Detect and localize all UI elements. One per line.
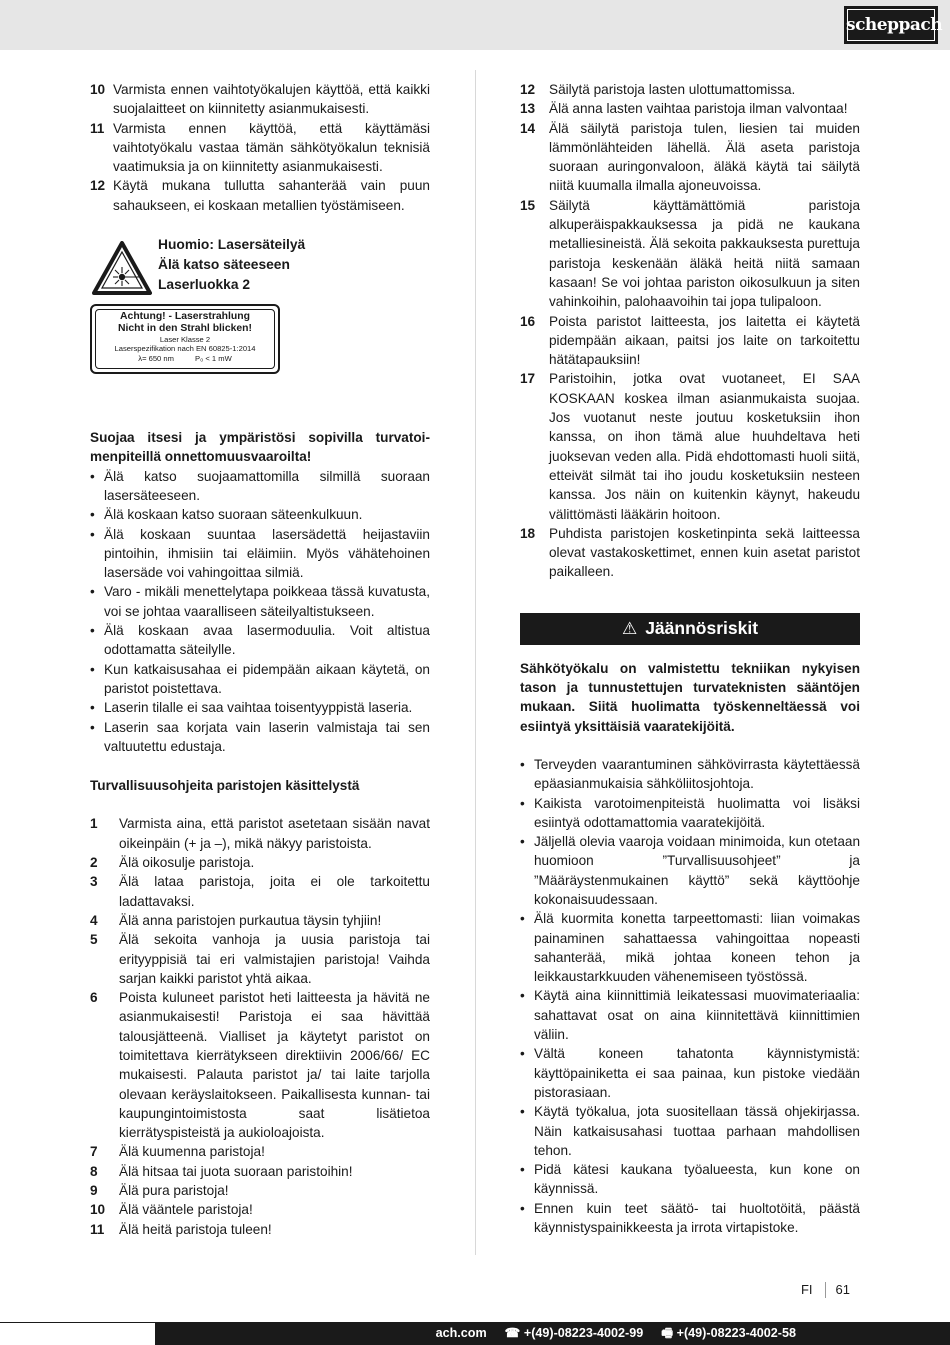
item-number: 17 xyxy=(520,371,536,387)
list-item xyxy=(90,853,430,872)
list-item xyxy=(90,1142,430,1161)
item-number: 8 xyxy=(90,1163,98,1179)
item-number: 15 xyxy=(520,197,536,213)
bullet: • xyxy=(520,1046,525,1062)
laser-warning-icon xyxy=(92,241,152,295)
item-number: 4 xyxy=(90,912,98,928)
item-text: Älä kuormita konetta tarpeettomasti: liian voimakas painaminen sahattaessa vahingoittaa nopeasti sahanterää, mikä johtaa koneen tehon ja leikkaustarkkuuden vähenemiseen työstössä. xyxy=(534,911,860,985)
protect-heading: Suojaa itsesi ja ympäristösi sopivilla turvatoi-menpiteillä onnettomuusvaaroilta! xyxy=(90,430,430,465)
list-item xyxy=(90,718,430,757)
brand-logo xyxy=(844,6,943,44)
list-item xyxy=(520,369,860,523)
laser-warning-block xyxy=(90,235,430,407)
header-band xyxy=(0,0,950,50)
laser-heading-line: Huomio: Lasersäteilyä xyxy=(158,237,306,253)
list-item xyxy=(520,99,860,118)
item-number: 13 xyxy=(520,101,536,117)
item-number: 12 xyxy=(90,178,106,194)
item-text: Älä vääntele paristoja! xyxy=(119,1202,253,1218)
item-text: Laserin saa korjata vain laserin valmistaja tai sen valtuutettu edustaja. xyxy=(104,719,430,754)
item-text: Terveyden vaarantuminen sähkövirrasta käytettäessä epäasianmukaisia sähköliitosjohtoja. xyxy=(534,756,860,792)
laser-label-line: λ= 650 nm P₀ < 1 mW xyxy=(138,353,232,363)
item-text: Älä lataa paristoja, joita ei ole tarkoitettu ladattavaksi. xyxy=(119,874,430,909)
bullet: • xyxy=(90,661,95,677)
list-item xyxy=(90,621,430,660)
item-text: Puhdista paristojen kosketinpinta sekä laitteessa olevat vastakoskettimet, ennen kuin asetat paristot paikalleen. xyxy=(549,525,860,580)
item-number: 14 xyxy=(520,120,536,136)
item-text: Älä koskaan katso suoraan säteenkulkuun. xyxy=(104,507,363,523)
item-text: Käytä työkalua, jota suositellaan tässä ohjekirjassa. Näin katkaisusahasi tuottaa parhaan mahdollisen tehon. xyxy=(534,1104,860,1158)
battery-list xyxy=(90,814,430,1239)
list-item xyxy=(90,660,430,699)
laser-label-line: Laser Klasse 2 xyxy=(159,335,211,345)
item-number: 2 xyxy=(90,855,98,871)
residual-intro: Sähkötyökalu on valmistettu tekniikan nykyisen tason ja tunnustettujen turvateknisten sääntöjen mukaan. Siitä huolimatta työskenneltäessä voi esiintyä yksittäisiä vaaratekijöitä. xyxy=(520,660,860,734)
item-text: Poista paristot laitteesta, jos laitetta ei käytetä pidempään aikaan, paitsi jos laite on tarkoitettu hätätapauksiin! xyxy=(549,313,860,368)
website-text: ach.com xyxy=(435,1326,487,1340)
list-item xyxy=(90,988,430,1142)
list-item xyxy=(520,524,860,582)
item-text: Laserin tilalle ei saa vaihtaa toisentyyppistä laseria. xyxy=(104,700,413,716)
list-item xyxy=(90,582,430,621)
item-text: Älä koskaan avaa lasermoduulia. Voit altistua odottamatta säteilylle. xyxy=(104,623,430,658)
laser-heading-line: Laserluokka 2 xyxy=(158,277,251,293)
item-number: 6 xyxy=(90,990,98,1006)
bullet: • xyxy=(90,584,95,600)
item-number: 11 xyxy=(90,120,105,136)
list-item xyxy=(90,911,430,930)
phone-text: ☎ +(49)-08223-4002-99 xyxy=(504,1326,644,1340)
protect-list xyxy=(90,467,430,756)
residual-risk-title: Jäännösriskit xyxy=(645,618,759,639)
item-text: Älä heitä paristoja tuleen! xyxy=(119,1221,272,1237)
item-text: Kaikista varotoimenpiteistä huolimatta voi lisäksi esiintyä odottamattomia vaaratekijöitä. xyxy=(534,795,860,830)
contact-bar-blank xyxy=(0,1322,155,1345)
contact-bar xyxy=(0,1322,950,1345)
list-item xyxy=(520,80,860,99)
item-text: Ennen kuin teet säätö- tai huoltotöitä, päästä käynnistyspainikkeesta ja irrota virtapistoke. xyxy=(534,1200,860,1236)
bullet: • xyxy=(90,719,95,735)
warning-triangle-icon: ⚠ xyxy=(621,618,638,638)
bullet: • xyxy=(90,623,95,639)
laser-label-line: Laserspezifikation nach EN 60825-1:2014 xyxy=(114,344,256,354)
list-item xyxy=(90,872,430,911)
item-text: Käytä mukana tullutta sahanterää vain puun sahaukseen, ei koskaan metallien työstämiseen. xyxy=(113,178,430,213)
list-item xyxy=(520,119,860,196)
item-number: 12 xyxy=(520,82,536,97)
list-item xyxy=(520,196,860,312)
residual-list xyxy=(520,755,860,1237)
item-text: Älä säilytä paristoja tulen, liesien tai muiden lämmönlähteiden lähellä. Älä aseta paristoja suoraan auringonvaloon, äläkä käytä tai säilytä niitä kuumalla ilmalla ajoneuvoissa. xyxy=(549,120,860,194)
list-item xyxy=(90,80,430,119)
list-item xyxy=(520,755,860,794)
bullet: • xyxy=(520,988,525,1004)
item-text: Älä oikosulje paristoja. xyxy=(119,855,255,871)
list-item xyxy=(90,1200,430,1219)
item-number: 10 xyxy=(90,82,106,97)
bullet: • xyxy=(520,834,525,850)
left-column xyxy=(90,80,430,1239)
item-number: 18 xyxy=(520,525,536,541)
list-item xyxy=(90,467,430,506)
list-item xyxy=(520,832,860,909)
page-number: 61 xyxy=(835,1282,850,1297)
item-text: Älä katso suojaamattomilla silmillä suoraan lasersäteeseen. xyxy=(104,468,430,503)
item-text: Kun katkaisusahaa ei pidempään aikaan käytetä, on paristot poistettava. xyxy=(104,661,430,696)
bullet: • xyxy=(90,468,95,484)
list-item xyxy=(520,794,860,833)
item-text: Vältä koneen tahatonta käynnistymistä: käyttöpainiketta ei saa painaa, kun pistoke viedään pistorasiaan. xyxy=(534,1046,860,1100)
item-text: Älä kuumenna paristoja! xyxy=(119,1144,265,1160)
item-text: Varmista aina, että paristot asetetaan sisään navat oikeinpäin (+ ja –), mikä näkyy paristoista. xyxy=(119,816,430,851)
item-text: Poista kuluneet paristot heti laitteesta ja hävitä ne asianmukaisesti! Paristoja ei saa hävittää talousjätteenä. Vialliset ja käytetyt paristot on toimitettava kierrätykseen direktiivin 2006/66/ EC mukaisesti. Palauta paristot ja/ tai laite tarjolla olevaan keräyslaitokseen. Paikallisesta kunnan- tai kaupungintoimistosta saat lisätietoa kierrätyspisteistä ja aukioloajoista. xyxy=(119,990,430,1141)
list-item xyxy=(520,1102,860,1160)
item-number: 1 xyxy=(90,816,98,832)
list-item xyxy=(90,698,430,717)
list-item xyxy=(520,986,860,1044)
item-text: Älä hitsaa tai juota suoraan paristoihin! xyxy=(119,1163,353,1179)
bullet: • xyxy=(90,700,95,716)
item-text: Käytä aina kiinnittimiä leikatessasi muovimateriaalia: sahattavat osat on aina kiinnitettävä kiinnittimien väliin. xyxy=(534,988,860,1043)
list-item xyxy=(520,1044,860,1102)
item-number: 16 xyxy=(520,313,536,329)
item-text: Jäljellä olevia vaaroja voidaan minimoida, kun otetaan huomioon ”Turvallisuusohjeet” ja ”Määräystenmukainen käyttö” sekä käyttöohje kokonaisuudessaan. xyxy=(534,834,860,907)
item-number: 10 xyxy=(90,1202,106,1218)
list-item xyxy=(520,1160,860,1199)
logo-text: scheppach xyxy=(846,15,943,35)
laser-label-line: Achtung! - Laserstrahlung xyxy=(120,311,250,323)
item-text: Varmista ennen vaihtotyökalujen käyttöä, että kaikki suojalaitteet on kiinnitetty asianmukaisesti. xyxy=(113,82,430,117)
bullet: • xyxy=(520,1200,525,1216)
item-number: 3 xyxy=(90,874,98,890)
item-text: Älä koskaan suuntaa lasersädettä heijastaviin pintoihin, ihmisiin tai eläimiin. Myös vähätehoinen lasersäde voi vahingoittaa silmiä. xyxy=(104,526,430,581)
item-text: Älä sekoita vanhoja ja uusia paristoja tai erityyppisiä tai eri valmistajien paristoja! Vaihda sarjan kaikki paristot yhtä aikaa. xyxy=(119,932,430,986)
item-number: 11 xyxy=(90,1221,105,1237)
fax-text: 🖷 +(49)-08223-4002-58 xyxy=(661,1326,796,1340)
page-footer xyxy=(801,1282,850,1298)
residual-risk-title-bar xyxy=(520,613,860,645)
list-item xyxy=(520,909,860,986)
list-item xyxy=(90,1220,430,1239)
item-text: Varo - mikäli menettelytapa poikkeaa tässä kuvatusta, voi se johtaa vaaralliseen säteilyaltistukseen. xyxy=(104,584,430,619)
battery-heading: Turvallisuusohjeita paristojen käsittelystä xyxy=(90,778,360,794)
right-column xyxy=(520,80,860,1237)
item-text: Säilytä käyttämättömiä paristoja alkuperäispakkauksessa ja pidä ne kaukana metalliesineistä. Älä sekoita pakkauksesta purettuja paristoja keskenään äläkä heitä niitä samaan kasaan! Se voi johtaa pariston oikosulkuun ja siten vahinkoihin, palohaavoihin tai jopa tulipaloon. xyxy=(549,197,860,310)
item-text: Pidä kätesi kaukana työalueesta, kun kone on käynnissä. xyxy=(534,1162,860,1197)
column-divider xyxy=(475,70,476,1255)
bullet: • xyxy=(520,1162,525,1178)
item-text: Älä anna paristojen purkautua täysin tyhjiin! xyxy=(119,912,382,928)
contact-info xyxy=(436,1322,796,1345)
list-item xyxy=(90,1162,430,1181)
laser-label-line: Nicht in den Strahl blicken! xyxy=(118,323,252,335)
list-item xyxy=(90,119,430,177)
item-number: 7 xyxy=(90,1144,98,1160)
list-item xyxy=(90,1181,430,1200)
battery-list-continued xyxy=(520,80,860,582)
list-item xyxy=(520,312,860,370)
laser-heading xyxy=(158,235,305,295)
language-code: FI xyxy=(801,1282,826,1298)
item-text: Varmista ennen käyttöä, että käyttämäsi vaihtotyökalu vastaa tämän sähkötyökalun teknisiä vaatimuksia ja on kiinnitetty asianmukaisesti. xyxy=(113,120,430,175)
item-text: Paristoihin, jotka ovat vuotaneet, EI SAA KOSKAAN koskea ilman asianmukaista suojaa. Jos vuotanut neste joutuu kosketuksiin ihon kanssa, on ihon tämä alue huuhdeltava heti juoksevan veden alla. Pidä ehdottomasti huoli siitä, etteivät silmät tai iho joudu kosketuksiin nesteen kanssa. Jos näin on kuitenkin käynyt, hakeudu välittömästi lääkärin hoitoon. xyxy=(549,371,860,522)
item-text: Älä pura paristoja! xyxy=(119,1183,229,1199)
list-item xyxy=(90,525,430,583)
bullet: • xyxy=(520,756,525,772)
bullet: • xyxy=(520,795,525,811)
bullet: • xyxy=(90,526,95,542)
item-text: Säilytä paristoja lasten ulottumattomissa. xyxy=(549,82,796,97)
bullet: • xyxy=(90,507,95,523)
bullet: • xyxy=(520,911,525,927)
list-item xyxy=(90,505,430,524)
list-item xyxy=(90,814,430,853)
item-number: 5 xyxy=(90,932,98,948)
list-item xyxy=(90,176,430,215)
bullet: • xyxy=(520,1104,525,1120)
laser-heading-line: Älä katso säteeseen xyxy=(158,257,290,273)
item-number: 9 xyxy=(90,1183,98,1199)
list-item xyxy=(520,1199,860,1238)
list-item xyxy=(90,930,430,988)
item-text: Älä anna lasten vaihtaa paristoja ilman valvontaa! xyxy=(549,101,848,117)
laser-class-label xyxy=(90,304,280,374)
